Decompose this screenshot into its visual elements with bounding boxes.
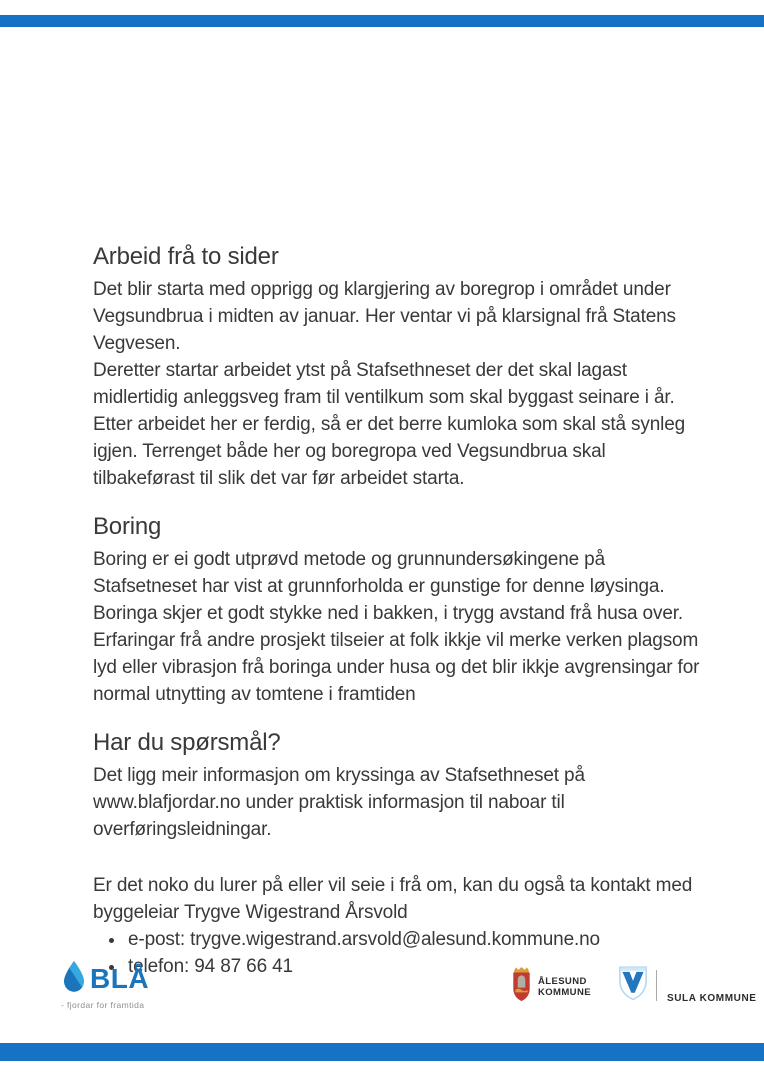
contact-email-item: • e-post: trygve.wigestrand.arsvold@alesund.kommune.no <box>126 926 709 953</box>
alesund-kommune-logo <box>511 966 591 1007</box>
sula-kommune-logo <box>619 966 757 1006</box>
document-body <box>93 243 709 980</box>
alesund-crest-icon <box>511 966 532 1007</box>
paragraph: Det blir starta med opprigg og klargjering av boregrop i området under Vegsundbrua i midten av januar. Her ventar vi på klarsignal frå Statens Vegvesen. <box>93 279 676 354</box>
section-arbeid-fra-to-sider <box>93 243 709 492</box>
water-drop-icon <box>61 960 87 998</box>
paragraph: Boring er ei godt utprøvd metode og grunnundersøkingene på Stafsetneset har vist at grunnforholda er gunstige for denne løysinga. Boringa skjer et godt stykke ned i bakken, i trygg avstand frå husa over. Erfaringar frå andre prosjekt tilseier at folk ikkje vil merke verken plagsom lyd eller vibrasjon frå boringa under husa og det blir ikkje avgrensingar for normal utnytting av tomtene i framtiden <box>93 549 700 705</box>
section-heading: Boring <box>93 513 162 540</box>
section-boring <box>93 513 709 708</box>
contact-phone-item: • telefon: 94 87 66 41 <box>126 953 709 980</box>
paragraph: Deretter startar arbeidet ytst på Stafsethneset der det skal lagast midlertidig anleggsveg fram til ventilkum som skal byggast seinare i år. Etter arbeidet her er ferdig, så er det berre kumloka som skal stå synleg igjen. Terrenget både her og boregropa ved Vegsundbrua skal tilbakeførast til slik det var før arbeidet starta. <box>93 360 686 489</box>
bla-logo <box>61 960 201 1010</box>
contact-intro: Er det noko du lurer på eller vil seie i frå om, kan du også ta kontakt med byggeleiar Trygve Wigestrand Årsvold <box>93 875 693 923</box>
partner-logos <box>511 966 757 1007</box>
bla-wordmark: BLÅ <box>90 963 150 994</box>
alesund-label-line2: KOMMUNE <box>538 986 591 998</box>
bla-tagline: - fjordar for framtida <box>61 1000 145 1010</box>
logo-divider <box>656 970 657 1001</box>
sula-label: SULA KOMMUNE <box>666 993 757 1004</box>
top-accent-bar <box>0 15 764 27</box>
paragraph: Det ligg meir informasjon om kryssinga av Stafsethneset på www.blafjordar.no under praktisk informasjon til naboar til overføringsleidningar. <box>93 765 585 840</box>
section-har-du-sporsmal <box>93 729 709 843</box>
bottom-accent-bar <box>0 1043 764 1061</box>
alesund-label-line1: ÅLESUND <box>538 975 587 987</box>
section-heading: Har du spørsmål? <box>93 729 281 756</box>
sula-shield-icon <box>619 966 647 1006</box>
section-heading: Arbeid frå to sider <box>93 243 279 270</box>
